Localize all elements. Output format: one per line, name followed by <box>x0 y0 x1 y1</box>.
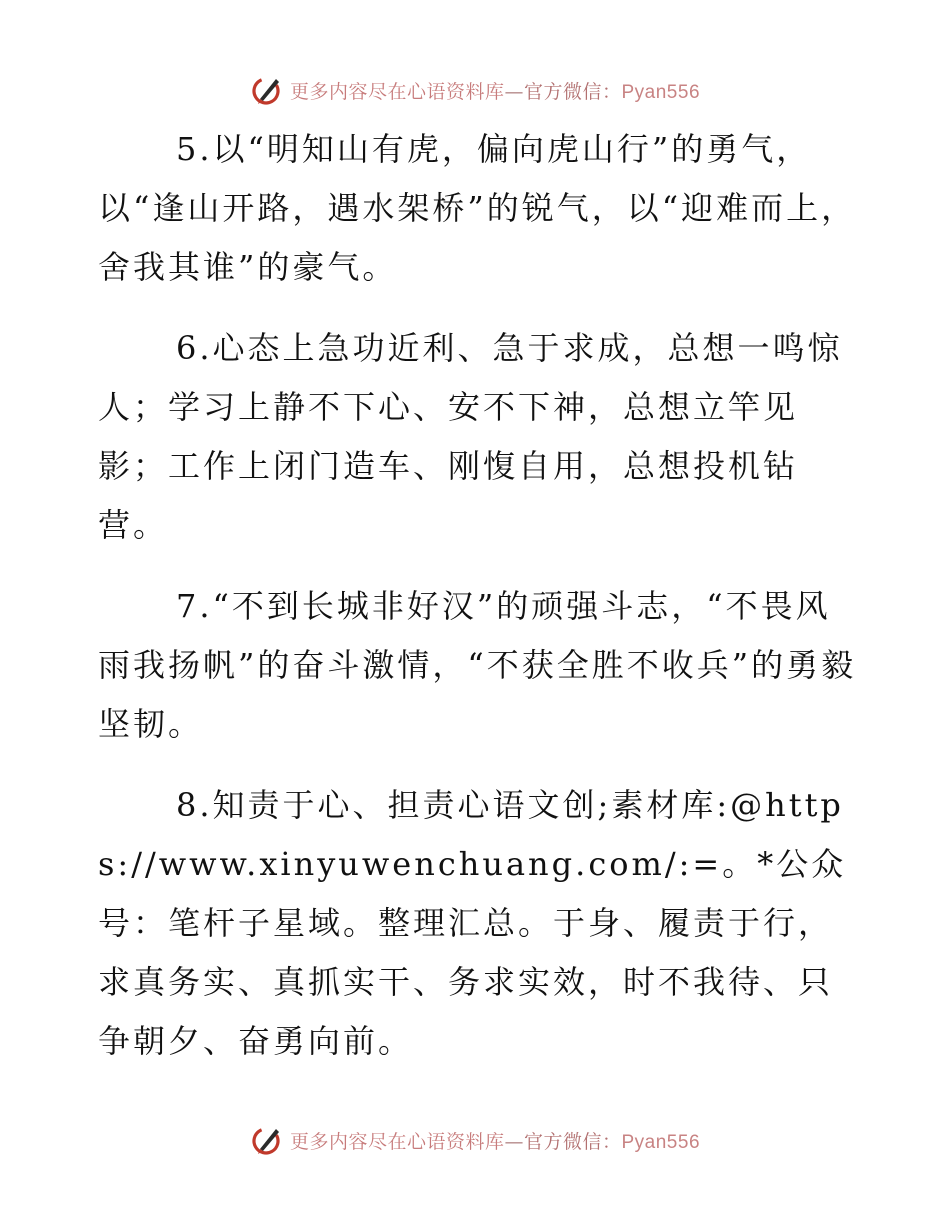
footer-library-text: 更多内容尽在心语资料库 <box>289 1130 505 1153</box>
header-wechat-label: 官方微信： <box>523 80 622 103</box>
paragraph-7: 7.“不到长城非好汉”的顽强斗志，“不畏风雨我扬帆”的奋斗激情，“不获全胜不收兵”的勇毅坚韧。 <box>98 587 857 743</box>
footer-separator: — <box>504 1130 524 1153</box>
paragraph-5: 5.以“明知山有虎，偏向虎山行”的勇气，以“逢山开路，遇水架桥”的锐气，以“迎难而上，舍我其谁”的豪气。 <box>98 130 857 286</box>
header-banner <box>0 70 950 110</box>
paragraph-6: 6.心态上急功近利、急于求成，总想一鸣惊人；学习上静不下心、安不下神，总想立竿见影；工作上闭门造车、刚愎自用，总想投机钻营。 <box>98 329 843 544</box>
header-separator: — <box>504 80 524 103</box>
quill-pen-circle-icon <box>250 1123 284 1157</box>
quill-pen-circle-icon <box>250 73 284 107</box>
header-wechat-id: Pyan556 <box>621 81 701 103</box>
footer-wechat-label: 官方微信： <box>523 1130 622 1153</box>
document-body <box>98 120 858 1093</box>
header-library-text: 更多内容尽在心语资料库 <box>289 80 505 103</box>
footer-banner-text <box>290 1127 700 1154</box>
header-banner-text <box>290 77 700 104</box>
paragraph-8: 8.知责于心、担责心语文创;素材库:@https://www.xinyuwenchuang.com/:=。*公众号：笔杆子星域。整理汇总。于身、履责于行，求真务实、真抓实干、务求实效，时不我待、只争朝夕、奋勇向前。 <box>98 786 847 1060</box>
footer-banner <box>0 1120 950 1160</box>
footer-wechat-id: Pyan556 <box>621 1131 701 1153</box>
